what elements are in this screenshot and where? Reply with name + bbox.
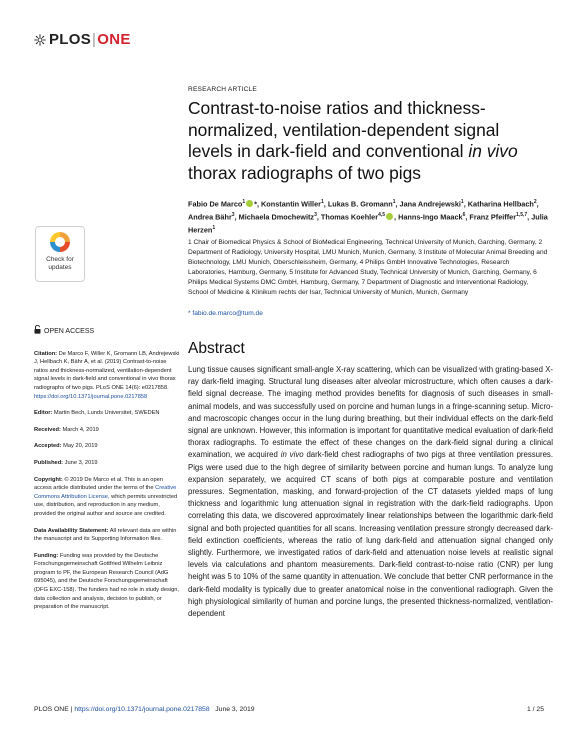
author-separator: , <box>463 199 468 209</box>
author-separator: *, <box>254 199 262 209</box>
footer-separator: | <box>68 706 75 713</box>
affiliations: 1 Chair of Biomedical Physics & School of BioMedical Engineering, Technical University of Munich, Garching, Germany, 2 Department of Radiology, University Hospital, LMU Munich, Munich, Germany, 3 Institute of Molecular Animal Breeding and Biotechnology, LMU Munich, Oberschleissheim, Germany, 4 Philips GmbH Innovative Technologies, Research Laboratories, Hamburg, Germany, 5 Institute for Advanced Study, Technical University of Munich, Garching, Germany, 6 Philips Medical Systems DMC GmbH, Hamburg, Germany, 7 Department of Diagnostic and Interventional Radiology, School of Medicine & Klinikum rechts der Isar, Technical University of Munich, Munich, Germany <box>188 239 548 296</box>
abstract-text-1: Lung tissue causes significant small-angle X-ray scattering, which can be visualized with grating-based X-ray dark-field imaging. Structural lung diseases alter alveolar microstructure, which often causes a dark-field signal decrease. The imaging method provides benefits for diagnosis of such diseases in small-animal models, and was successfully used on porcine and human lungs in a fringe-scanning setup. Micro- and macroscopic changes occur in the lung during breathing, but their individual effects on the dark-field signal are unknown. However, this information is important for quantitative medical evaluation of dark-field thorax radiographs. To estimate the effect of these changes on the dark-field signal during a clinical examination, we acquired <box>188 365 553 460</box>
author-affiliation-sup: 1 <box>242 199 246 205</box>
abstract-text-2: dark-field chest radiographs of two pigs at three ventilation pressures. Pigs were used due to the high degree of similarity between porcine and human lungs. To analyze lung expansion separately, we acquired CT scans of both pigs at comparable posture and ventilation pressures. Segmentation, masking, and forward-projection of the CT datasets yielded maps of lung thickness and logarithmic lung attenuation signal in registration with the dark-field radiographs. Upon correlating this data, we discovered approximately linear relationships between the logarithmic dark-field signal and both projected quantities for all scans. Increasing ventilation pressure strongly decreased dark-field extinction coefficients, whereas the ratio of lung dark-field and attenuation signal changed only slightly. Furthermore, we investigated ratios of dark-field and attenuation noise levels at realistic signal levels via calculations and phantom measurements. Dark-field contrast-to-noise ratio (CNR) per lung height was 5 to 10% of the same quantity in attenuation. We conclude that better CNR performance in the dark-field modality is typically due to greater anatomical noise in the conventional radiograph. Given the high physiological similarity of human and porcine lungs, the presented thickness-normalized, ventilation-dependent <box>188 450 553 619</box>
editor-text: Martin Bech, Lunds Universitet, SWEDEN <box>53 410 160 417</box>
author-separator: , <box>465 212 470 222</box>
copyright-block <box>34 476 181 519</box>
funding-label: Funding: <box>34 552 59 559</box>
citation-text: De Marco F, Willer K, Gromann LB, Andrejewski J, Hellbach K, Bähr A, et al. (2019) Contrast-to-noise ratios and thickness-normalized, ventilation-dependent signal levels in dark-field and conventional in vivo thorax radiographs of two pigs. PLoS ONE 14(6): e0217858. <box>34 350 180 391</box>
orcid-icon[interactable] <box>246 200 253 207</box>
logo-separator: | <box>92 31 97 48</box>
author-list <box>188 197 548 236</box>
open-access-text: OPEN ACCESS <box>44 328 95 335</box>
abstract-italic: in vivo <box>280 450 304 460</box>
author-affiliation-sup: 3 <box>314 211 317 218</box>
article-title <box>188 98 528 184</box>
author-name: Hanns-Ingo Maack <box>398 212 463 222</box>
logo-one-text: ONE <box>97 31 131 48</box>
author-affiliation-sup: 1 <box>392 199 396 205</box>
abstract-body <box>188 364 553 620</box>
received-date: March 4, 2019 <box>62 426 99 433</box>
open-access-label <box>34 325 181 338</box>
citation-block <box>34 350 181 402</box>
badge-line-1: Check for <box>46 256 74 263</box>
author-separator: , <box>394 212 399 222</box>
copyright-text-1: © 2019 De Marco et al. This is an open access article distributed under the terms of the <box>34 476 163 492</box>
author-name: Lukas B. Gromann <box>327 199 393 209</box>
author-affiliation-sup: 2 <box>533 199 537 205</box>
author-name: Konstantin Willer <box>261 199 321 209</box>
page-number: 1 / 25 <box>526 706 544 713</box>
author-separator: , <box>395 199 400 209</box>
author-separator: , <box>323 199 328 209</box>
footer-doi-link[interactable]: https://doi.org/10.1371/journal.pone.0217858 <box>74 706 210 713</box>
author-name: Andrea Bähr <box>188 212 232 222</box>
author-name: Michaela Dmochewitz <box>238 212 315 222</box>
published-date: June 3, 2019 <box>64 459 98 466</box>
footer-journal: PLOS ONE <box>34 706 69 713</box>
published-label: Published: <box>34 459 64 466</box>
accepted-label: Accepted: <box>34 443 62 450</box>
abstract-heading: Abstract <box>188 340 245 357</box>
funding-block <box>34 552 181 612</box>
orcid-icon[interactable] <box>386 213 393 220</box>
open-lock-icon <box>34 325 41 338</box>
citation-label: Citation: <box>34 350 58 357</box>
author-separator: , <box>536 199 539 209</box>
plos-one-logo <box>34 31 131 50</box>
funding-text: Funding was provided by the Deutsche Forschungsgemeinschaft Gottfried Wilhelm Leibniz program to PF, the European Research Council (AdG 695045), and the Deutsche Forschungsgemeinschaft (DFG EXC-158). The funders had no role in study design, data collection and analysis, decision to publish, or preparation of the manuscript. <box>34 552 180 611</box>
author-name: Katharina Hellbach <box>467 199 534 209</box>
author-affiliation-sup: 1,5,7 <box>516 211 528 218</box>
author-affiliation-sup: 3 <box>231 211 235 218</box>
author-affiliation-sup: 6 <box>462 211 466 218</box>
data-availability-block <box>34 527 181 544</box>
author-separator: , <box>234 212 239 222</box>
copyright-text-2: , which permits unrestricted use, distribution, and reproduction in any medium, provided the original author and source are credited. <box>34 493 178 517</box>
author-affiliation-sup: 1 <box>212 224 216 231</box>
title-part-1: Contrast-to-noise ratios and thickness-normalized, ventilation-dependent signal levels in dark-field and conventional <box>188 98 500 161</box>
published-block <box>34 459 181 468</box>
license-link[interactable]: Creative Commons Attribution License <box>34 485 177 500</box>
logo-plos-text: PLOS <box>49 31 92 48</box>
crossmark-icon <box>50 232 70 252</box>
author-separator: , <box>316 212 321 222</box>
data-availability-label: Data Availability Statement: <box>34 527 109 534</box>
check-for-updates-badge[interactable] <box>35 226 85 282</box>
author-name: Julia Herzen <box>188 212 548 235</box>
author-separator: , <box>527 212 532 222</box>
received-block <box>34 426 181 435</box>
accepted-block <box>34 442 181 451</box>
accepted-date: May 20, 2019 <box>63 443 98 450</box>
editor-block <box>34 409 181 418</box>
author-affiliation-sup: 4,5 <box>378 211 386 218</box>
author-affiliation-sup: 1 <box>460 199 464 205</box>
sidebar <box>34 325 181 620</box>
received-label: Received: <box>34 426 61 433</box>
author-name: Franz Pfeiffer <box>469 212 517 222</box>
title-part-2: thorax radiographs of two pigs <box>188 162 421 183</box>
corresponding-email-link[interactable]: * fabio.de.marco@tum.de <box>188 310 263 317</box>
badge-line-2: updates <box>48 264 72 271</box>
title-italic: in vivo <box>468 141 518 161</box>
author-name: Thomas Koehler <box>320 212 379 222</box>
plos-flower-icon <box>34 33 46 50</box>
copyright-label: Copyright: <box>34 476 63 483</box>
author-affiliation-sup: 1 <box>320 199 324 205</box>
article-type: RESEARCH ARTICLE <box>188 86 258 93</box>
footer-date: June 3, 2019 <box>215 706 255 713</box>
author-name: Jana Andrejewski <box>399 199 461 209</box>
data-availability-text: All relevant data are within the manuscript and its Supporting Information files. <box>34 527 177 543</box>
citation-doi-link[interactable]: https://doi.org/10.1371/journal.pone.0217858 <box>34 393 148 400</box>
author-name: Fabio De Marco <box>188 199 243 209</box>
editor-label: Editor: <box>34 410 53 417</box>
